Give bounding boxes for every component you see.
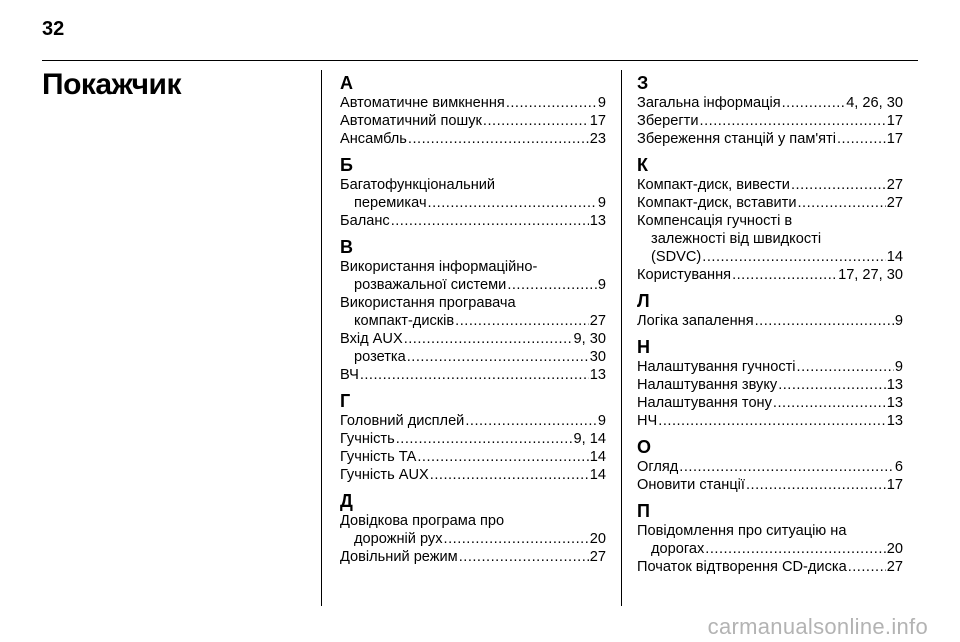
column-divider-right: [621, 70, 622, 606]
index-entry: [637, 94, 903, 112]
index-entry-pages: 20: [589, 531, 606, 547]
index-entry: [637, 476, 903, 494]
index-entry-pages: 13: [886, 413, 903, 429]
index-entry-text: Збереження станцій у пам'яті: [637, 131, 836, 147]
index-entry-lead: Повідомлення про ситуацію на: [637, 523, 847, 539]
index-entry-text: Вхід AUX: [340, 331, 403, 347]
index-letter-heading: В: [340, 237, 353, 257]
index-letter-heading: Г: [340, 391, 351, 411]
index-entry-text: НЧ: [637, 413, 658, 429]
index-entry-lead: Довідкова програма про: [340, 513, 505, 529]
index-entry-pages: 27: [886, 177, 903, 193]
index-column-1: [340, 72, 606, 566]
index-entry: [340, 448, 606, 466]
index-entry-text: Користування: [637, 267, 732, 283]
index-entry-text: Автоматичний пошук: [340, 113, 482, 129]
index-entry-text: Налаштування звуку: [637, 377, 778, 393]
index-entry: [637, 458, 903, 476]
index-entry-text: компакт-дисків: [354, 313, 455, 329]
dot-leader: [848, 558, 886, 576]
dot-leader: [444, 530, 589, 548]
index-entry: [637, 266, 903, 284]
index-entry-lead: Багатофункціональний: [340, 177, 496, 193]
index-entry: [637, 130, 903, 148]
index-letter-heading: К: [637, 155, 648, 175]
index-letter-heading: П: [637, 501, 650, 521]
dot-leader: [417, 448, 588, 466]
index-entry-text: Гучність: [340, 431, 395, 447]
index-entry-pages: 14: [589, 467, 606, 483]
index-entry: [637, 376, 903, 394]
dot-leader: [782, 94, 846, 112]
index-entry-text: (SDVC): [651, 249, 702, 265]
index-letter-heading: А: [340, 73, 353, 93]
index-entry: [637, 358, 903, 376]
dot-leader: [797, 358, 894, 376]
dot-leader: [507, 276, 597, 294]
watermark: carmanualsonline.info: [707, 614, 928, 639]
dot-leader: [702, 248, 885, 266]
column-divider-left: [321, 70, 322, 606]
dot-leader: [773, 394, 886, 412]
dot-leader: [407, 348, 589, 366]
index-entry-pages: 17, 27, 30: [838, 267, 903, 283]
dot-leader: [755, 312, 894, 330]
dot-leader: [705, 540, 885, 558]
index-entry-pages: 13: [589, 367, 606, 383]
index-entry: [637, 248, 903, 266]
dot-leader: [778, 376, 886, 394]
index-entry: [637, 540, 903, 558]
index-letter-heading: Н: [637, 337, 650, 357]
index-entry-pages: 27: [589, 549, 606, 565]
index-entry-pages: 9, 30: [573, 331, 606, 347]
index-entry: [340, 466, 606, 484]
dot-leader: [459, 548, 589, 566]
dot-leader: [391, 212, 589, 230]
dot-leader: [408, 130, 589, 148]
index-entry: [637, 412, 903, 430]
index-entry-pages: 9: [597, 277, 606, 293]
dot-leader: [465, 412, 597, 430]
index-entry: [340, 412, 606, 430]
dot-leader: [428, 194, 597, 212]
index-letter-heading: Б: [340, 155, 353, 175]
index-entry-text: Гучність AUX: [340, 467, 429, 483]
index-entry-pages: 27: [886, 559, 903, 575]
dot-leader: [360, 366, 589, 384]
index-entry-pages: 27: [589, 313, 606, 329]
index-entry-pages: 20: [886, 541, 903, 557]
index-entry-pages: 17: [886, 131, 903, 147]
index-entry-text: перемикач: [354, 195, 427, 211]
index-entry-pages: 14: [589, 449, 606, 465]
index-entry: [340, 94, 606, 112]
index-entry: [637, 194, 903, 212]
index-entry-pages: 23: [589, 131, 606, 147]
index-entry-text: Налаштування гучності: [637, 359, 796, 375]
index-column-2: [637, 72, 903, 576]
index-entry-text: Загальна інформація: [637, 95, 781, 111]
index-entry-text: Ансамбль: [340, 131, 407, 147]
dot-leader: [455, 312, 589, 330]
index-entry-pages: 13: [886, 395, 903, 411]
index-entry-pages: 27: [886, 195, 903, 211]
index-entry-lead: залежності від швидкості: [651, 231, 822, 247]
index-entry: [637, 312, 903, 330]
index-entry-text: ВЧ: [340, 367, 359, 383]
index-entry: [340, 112, 606, 130]
index-letter-heading: О: [637, 437, 652, 457]
index-entry-text: Баланс: [340, 213, 390, 229]
index-entry: [340, 212, 606, 230]
index-entry-text: Автоматичне вимкнення: [340, 95, 505, 111]
index-entry: [340, 430, 606, 448]
dot-leader: [679, 458, 894, 476]
index-entry-pages: 9: [597, 195, 606, 211]
index-entry-lead: Використання програвача: [340, 295, 516, 311]
index-entry-pages: 14: [886, 249, 903, 265]
index-entry: [340, 194, 606, 212]
index-entry-text: Початок відтворення CD-диска: [637, 559, 847, 575]
index-entry-text: розважальної системи: [354, 277, 507, 293]
index-entry: [637, 394, 903, 412]
index-entry: [340, 366, 606, 384]
index-letter-heading: З: [637, 73, 649, 93]
page-number: 32: [42, 18, 65, 40]
header-rule: [42, 60, 918, 61]
index-entry: [340, 130, 606, 148]
index-entry: [340, 530, 606, 548]
index-entry-pages: 9: [597, 413, 606, 429]
index-entry: [340, 312, 606, 330]
index-entry-text: Налаштування тону: [637, 395, 772, 411]
dot-leader: [658, 412, 885, 430]
dot-leader: [506, 94, 597, 112]
index-entry-pages: 13: [589, 213, 606, 229]
index-entry-text: Огляд: [637, 459, 679, 475]
index-letter-heading: Д: [340, 491, 353, 511]
index-entry-text: Головний дисплей: [340, 413, 465, 429]
dot-leader: [700, 112, 886, 130]
dot-leader: [837, 130, 886, 148]
dot-leader: [396, 430, 573, 448]
dot-leader: [483, 112, 589, 130]
index-entry-pages: 9, 14: [573, 431, 606, 447]
index-letter-heading: Л: [637, 291, 650, 311]
index-entry: [340, 276, 606, 294]
dot-leader: [430, 466, 589, 484]
section-title: Покажчик: [42, 68, 181, 101]
index-entry-pages: 17: [886, 477, 903, 493]
index-entry-pages: 13: [886, 377, 903, 393]
index-entry-pages: 30: [589, 349, 606, 365]
dot-leader: [404, 330, 573, 348]
index-entry-text: Логіка запалення: [637, 313, 754, 329]
index-entry: [637, 558, 903, 576]
index-entry-text: Довільний режим: [340, 549, 458, 565]
index-entry: [637, 176, 903, 194]
index-entry-pages: 9: [894, 313, 903, 329]
index-entry: [637, 112, 903, 130]
dot-leader: [791, 176, 886, 194]
index-entry-text: Компакт-диск, вставити: [637, 195, 797, 211]
index-entry-lead: Компенсація гучності в: [637, 213, 793, 229]
index-entry: [340, 330, 606, 348]
index-entry-pages: 9: [597, 95, 606, 111]
index-entry-pages: 9: [894, 359, 903, 375]
index-entry-pages: 6: [894, 459, 903, 475]
index-entry: [340, 348, 606, 366]
index-entry-text: дорожній рух: [354, 531, 443, 547]
index-entry-text: Гучність TA: [340, 449, 417, 465]
index-entry-pages: 17: [886, 113, 903, 129]
index-entry-text: Оновити станції: [637, 477, 745, 493]
dot-leader: [732, 266, 837, 284]
index-entry-text: розетка: [354, 349, 406, 365]
index-entry: [340, 548, 606, 566]
index-entry-text: Компакт-диск, вивести: [637, 177, 790, 193]
index-entry-pages: 4, 26, 30: [846, 95, 903, 111]
index-entry-pages: 17: [589, 113, 606, 129]
index-entry-lead: Використання інформаційно-: [340, 259, 538, 275]
index-entry-text: Зберегти: [637, 113, 699, 129]
dot-leader: [797, 194, 885, 212]
dot-leader: [746, 476, 886, 494]
index-entry-text: дорогах: [651, 541, 705, 557]
